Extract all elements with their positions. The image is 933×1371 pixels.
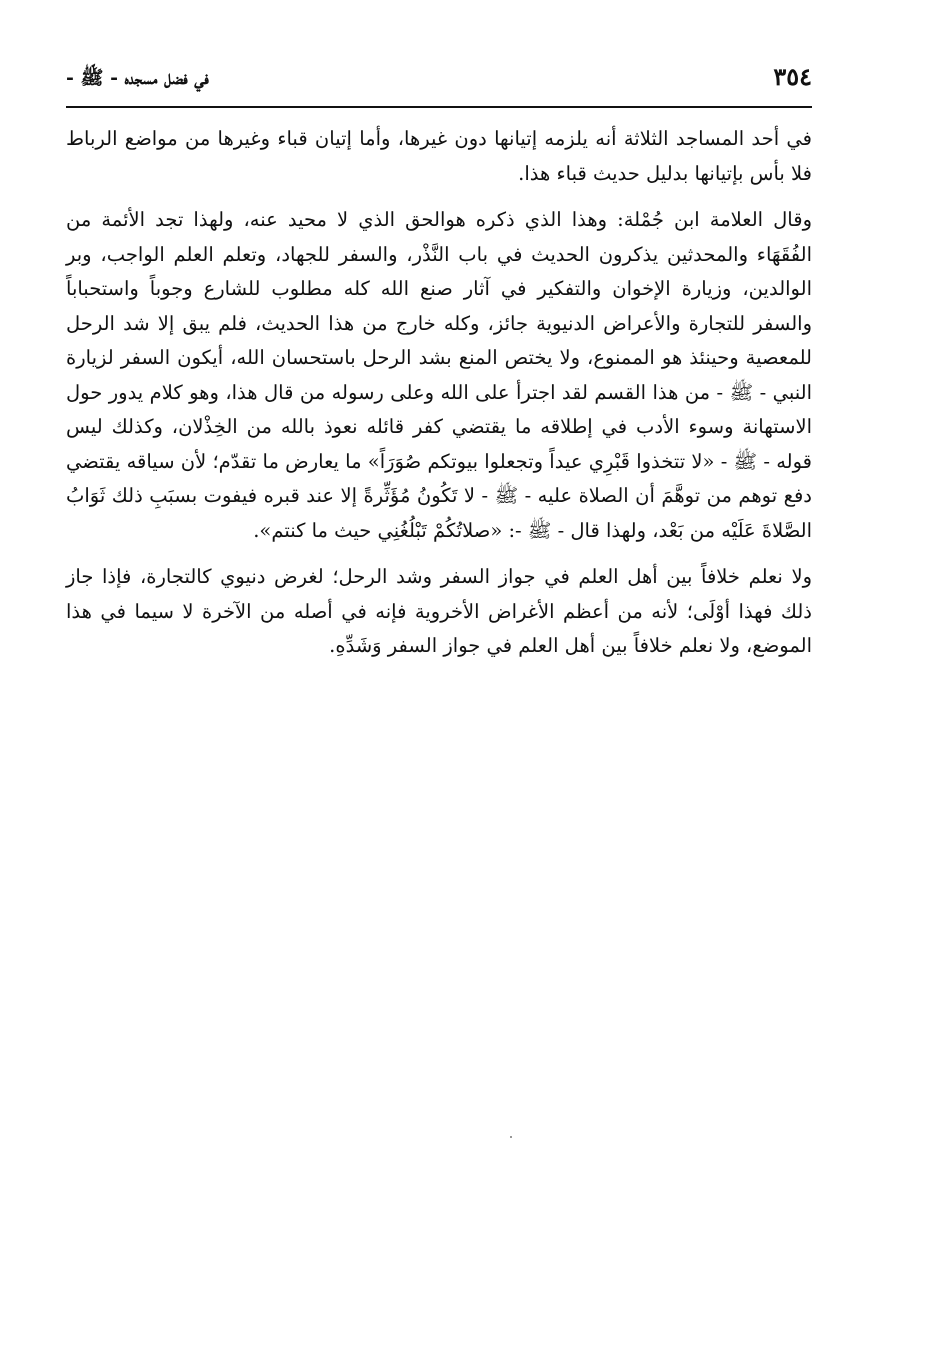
header-divider: [66, 106, 812, 108]
scan-speck: [510, 1136, 512, 1138]
page-header: [66, 58, 812, 104]
running-title: في فضل مسجده - ﷺ -: [66, 67, 209, 89]
page-number: ٣٥٤: [773, 62, 812, 91]
paragraph-1: في أحد المساجد الثلاثة أنه يلزمه إتيانها دون غيرها، وأما إتيان قباء وغيرها من مواضع الرباط فلا بأس بإتيانها بدليل حديث قباء هذا.: [66, 127, 812, 185]
page-body: [66, 122, 812, 664]
paragraph-2: وقال العلامة ابن جُمْلة: وهذا الذي ذكره هوالحق الذي لا محيد عنه، ولهذا تجد الأئمة من الفُقَهَاء والمحدثين يذكرون الحديث في باب النَّذْر، والسفر للجهاد، وتعلم العلم الواجب، وبر الوالدين، وزيارة الإخوان والتفكير في آثار صنع الله كله مطلوب للشارع وجوباً واستحباباً والسفر للتجارة والأعراض الدنيوية جائز، وكله خارج من هذا الحديث، فلم يبق إلا شد الرحل للمعصية وحينئذ هو الممنوع، ولا يختص المنع بشد الرحل باستحسان الله، أيكون السفر لزيارة النبي - ﷺ - من هذا القسم لقد اجترأ على الله وعلى رسوله من قال هذا، وهو كلام يدور حول الاستهانة وسوء الأدب في إطلاقه ما يقتضي كفر قائله نعوذ بالله من الخِذْلان، وكذلك ليس قوله - ﷺ - «لا تتخذوا قَبْرِي عيداً وتجعلوا بيوتكم صُوَرَاً» ما يعارض ما تقدّم؛ لأن سياقه يقتضي دفع توهم من توهَّمَ أن الصلاة عليه - ﷺ - لا تَكُونُ مُؤَثِّرةً إلا عند قبره فيفوت بسبَبِ ذلك ثَوَابُ الصَّلاةَ عَلَيْه من بَعْد، ولهذا قال - ﷺ -: «صلاتُكُمْ تَبْلُغُنِي حيث ما كنتم».: [66, 208, 812, 542]
paragraph-3: ولا نعلم خلافاً بين أهل العلم في جواز السفر وشد الرحل؛ لغرض دنيوي كالتجارة، فإذا جاز ذلك فهذا أوْلَى؛ لأنه من أعظم الأغراض الأخروية فإنه في أصله من الآخرة لا سيما في هذا الموضع، ولا نعلم خلافاً بين أهل العلم في جواز السفر وَشَدِّهِ.: [66, 565, 812, 657]
